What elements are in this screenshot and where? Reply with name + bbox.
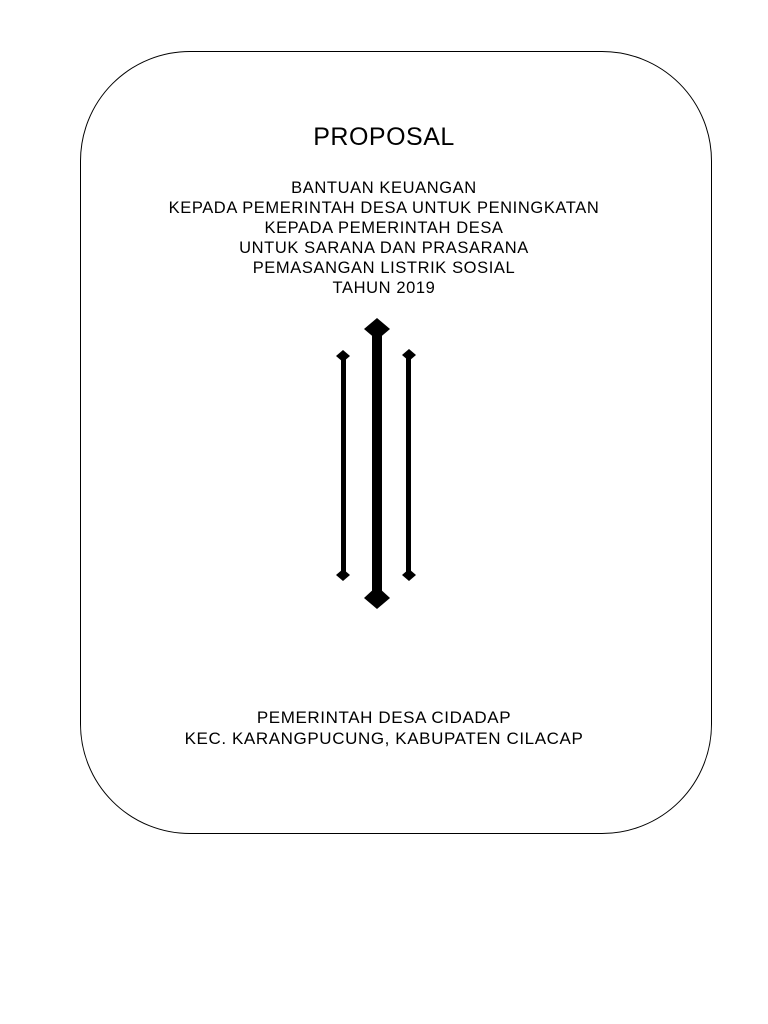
- document-subtitle: [0, 178, 768, 298]
- center-pillar: [364, 318, 390, 609]
- three-pillar-divider-icon: [326, 314, 430, 610]
- subtitle-line: PEMASANGAN LISTRIK SOSIAL: [252, 259, 516, 277]
- left-pillar: [336, 350, 350, 581]
- subtitle-line: TAHUN 2019: [332, 279, 436, 297]
- subtitle-line: KEPADA PEMERINTAH DESA UNTUK PENINGKATAN: [168, 199, 600, 217]
- subtitle-line: UNTUK SARANA DAN PRASARANA: [239, 239, 529, 257]
- issuer-line: KEC. KARANGPUCUNG, KABUPATEN CILACAP: [184, 729, 584, 748]
- issuer-line: PEMERINTAH DESA CIDADAP: [256, 708, 512, 727]
- document-title: PROPOSAL: [313, 123, 455, 151]
- subtitle-line: BANTUAN KEUANGAN: [291, 179, 477, 197]
- subtitle-line: KEPADA PEMERINTAH DESA: [264, 219, 504, 237]
- issuer-block: [0, 707, 768, 749]
- right-pillar: [402, 349, 416, 581]
